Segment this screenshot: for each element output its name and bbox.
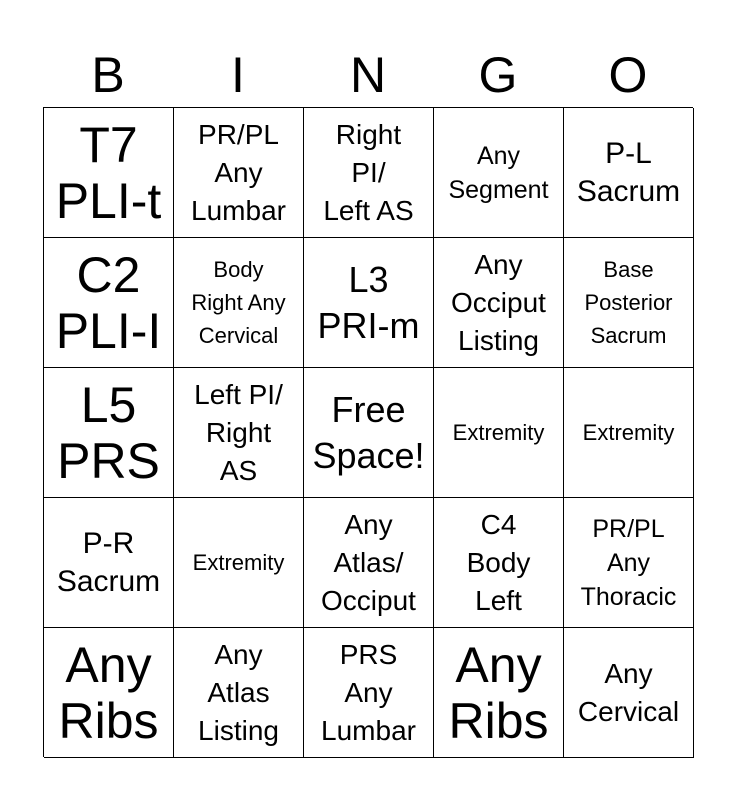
header-letter-b: B: [91, 47, 125, 103]
bingo-cell[interactable]: Any Segment: [434, 108, 564, 238]
bingo-cell[interactable]: Body Right Any Cervical: [174, 238, 304, 368]
header-letter-n: N: [349, 47, 387, 103]
bingo-cell[interactable]: Any Occiput Listing: [434, 238, 564, 368]
bingo-cell[interactable]: P-R Sacrum: [44, 498, 174, 628]
bingo-cell-free-space[interactable]: Free Space!: [304, 368, 434, 498]
header-letter-i: I: [231, 47, 245, 103]
bingo-cell[interactable]: L3 PRI-m: [304, 238, 434, 368]
bingo-cell[interactable]: C4 Body Left: [434, 498, 564, 628]
bingo-cell[interactable]: P-L Sacrum: [564, 108, 694, 238]
bingo-cell[interactable]: Extremity: [174, 498, 304, 628]
bingo-cell[interactable]: PR/PL Any Thoracic: [564, 498, 694, 628]
bingo-cell[interactable]: Extremity: [434, 368, 564, 498]
bingo-cell[interactable]: L5 PRS: [44, 368, 174, 498]
bingo-cell[interactable]: Right PI/ Left AS: [304, 108, 434, 238]
bingo-card-grid: [43, 107, 693, 757]
bingo-cell[interactable]: Any Cervical: [564, 628, 694, 758]
bingo-cell[interactable]: Extremity: [564, 368, 694, 498]
bingo-cell[interactable]: Any Atlas/ Occiput: [304, 498, 434, 628]
header-letter-g: G: [478, 47, 518, 103]
bingo-cell[interactable]: Left PI/ Right AS: [174, 368, 304, 498]
header-letter-o: O: [608, 47, 648, 103]
bingo-cell[interactable]: T7 PLI-t: [44, 108, 174, 238]
bingo-cell[interactable]: Any Ribs: [434, 628, 564, 758]
bingo-cell[interactable]: C2 PLI-I: [44, 238, 174, 368]
bingo-cell[interactable]: PRS Any Lumbar: [304, 628, 434, 758]
bingo-header: [43, 44, 693, 106]
bingo-cell[interactable]: Any Atlas Listing: [174, 628, 304, 758]
bingo-cell[interactable]: PR/PL Any Lumbar: [174, 108, 304, 238]
bingo-cell[interactable]: Base Posterior Sacrum: [564, 238, 694, 368]
bingo-cell[interactable]: Any Ribs: [44, 628, 174, 758]
